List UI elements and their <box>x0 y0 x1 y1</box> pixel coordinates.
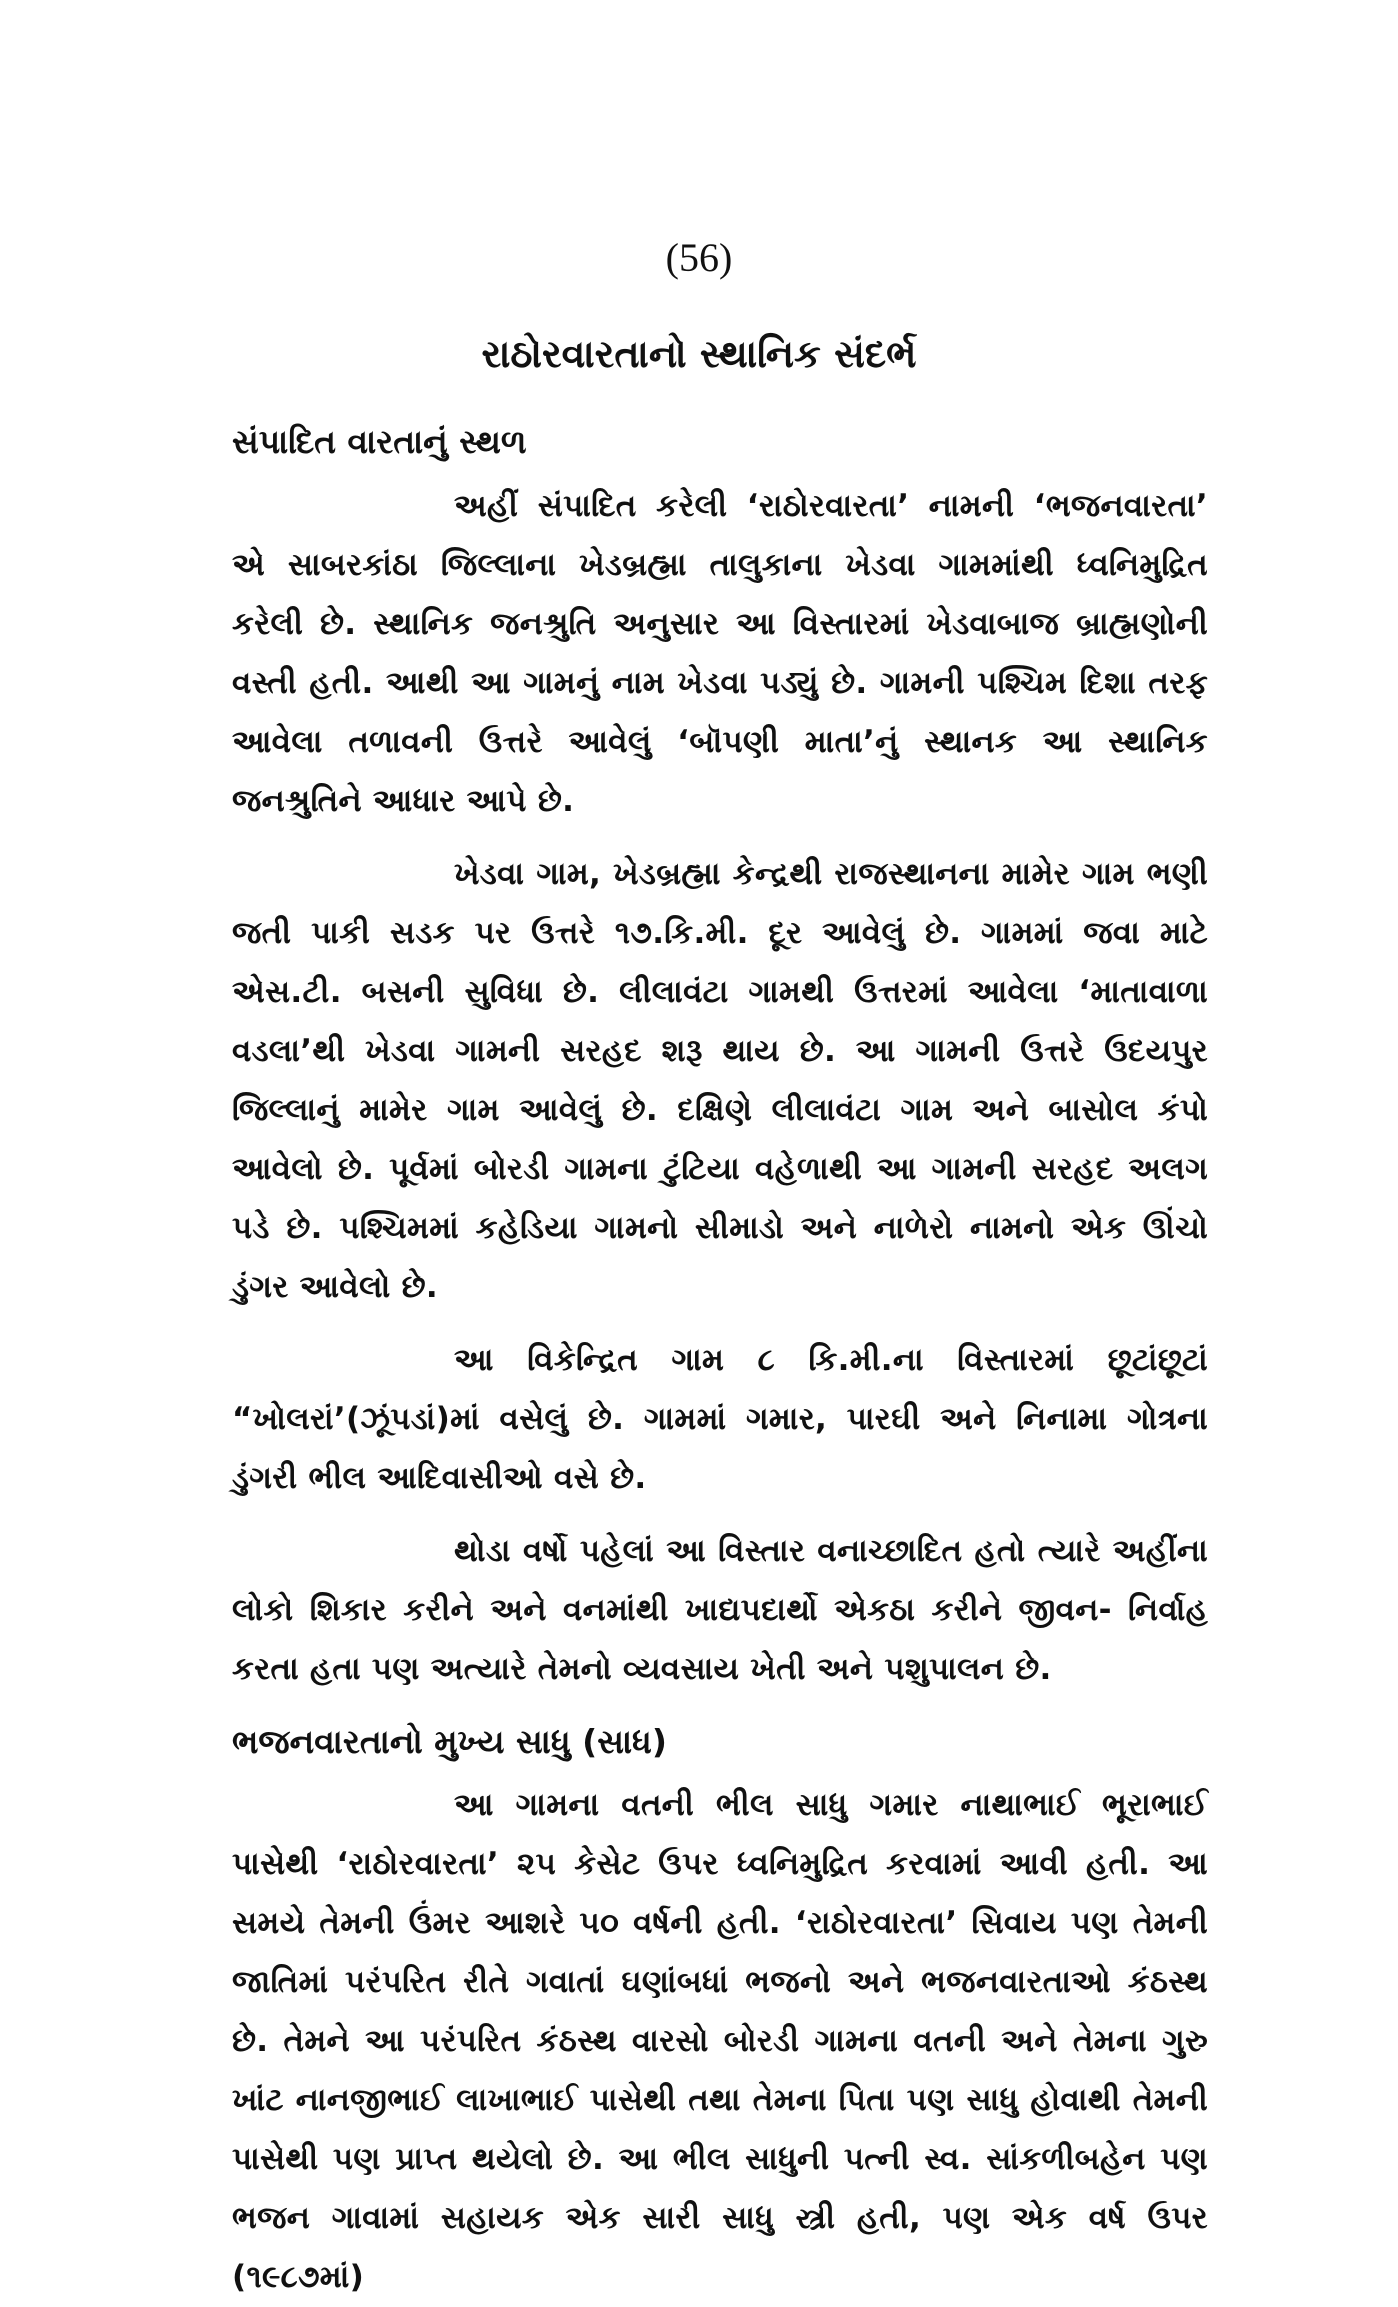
chapter-title: રાઠોરવારતાનો સ્થાનિક સંદર્ભ <box>481 332 917 376</box>
paragraph: અહીં સંપાદિત કરેલી ‘રાઠોરવારતા’ નામની ‘ભજનવારતા’ એ સાબરકાંઠા જિલ્લાના ખેડબ્રહ્મા તાલુકાના ખેડવા ગામમાંથી ધ્વનિમુદ્રિત કરેલી છે. સ્થાનિક જનશ્રુતિ અનુસાર આ વિસ્તારમાં ખેડવાબાજ બ્રાહ્મણોની વસ્તી હતી. આથી આ ગામનું નામ ખેડવા પડ્યું છે. ગામની પશ્ચિમ દિશા તરફ આવેલા તળાવની ઉત્તરે આવેલું ‘બૉપણી માતા’નું સ્થાનક આ સ્થાનિક જનશ્રુતિને આધાર આપે છે. <box>232 487 1208 819</box>
paragraph: આ ગામના વતની ભીલ સાધુ ગમાર નાથાભાઈ ભૂરાભાઈ પાસેથી ‘રાઠોરવારતા’ ૨૫ કેસેટ ઉપર ધ્વનિમુદ્રિત કરવામાં આવી હતી. આ સમયે તેમની ઉંમર આશરે ૫૦ વર્ષની હતી. ‘રાઠોરવારતા’ સિવાય પણ તેમની જાતિમાં પરંપરિત રીતે ગવાતાં ઘણાંબધાં ભજનો અને ભજનવારતાઓ કંઠસ્થ છે. તેમને આ પરંપરિત કંઠસ્થ વારસો બોરડી ગામના વતની અને તેમના ગુરુ ખાંટ નાનજીભાઈ લાખાભાઈ પાસેથી તથા તેમના પિતા પણ સાધુ હોવાથી તેમની પાસેથી પણ પ્રાપ્ત થયેલો છે. આ ભીલ સાધુની પત્ની સ્વ. સાંકળીબહેન પણ ભજન ગાવામાં સહાયક એક સારી સાધુ સ્ત્રી હતી, પણ એક વર્ષ ઉપર (૧૯૮૭માં) <box>232 1787 1208 2296</box>
paragraph: ખેડવા ગામ, ખેડબ્રહ્મા કેન્દ્રથી રાજસ્થાનના મામેર ગામ ભણી જતી પાકી સડક પર ઉત્તરે ૧૭.કિ.મી. દૂર આવેલું છે. ગામમાં જવા માટે એસ.ટી. બસની સુવિધા છે. લીલાવંટા ગામથી ઉત્તરમાં આવેલા ‘માતાવાળા વડલા’થી ખેડવા ગામની સરહદ શરૂ થાય છે. આ ગામની ઉત્તરે ઉદયપુર જિલ્લાનું મામેર ગામ આવેલું છે. દક્ષિણે લીલાવંટા ગામ અને બાસોલ કંપો આવેલો છે. પૂર્વમાં બોરડી ગામના ટુંટિયા વહેળાથી આ ગામની સરહદ અલગ પડે છે. પશ્ચિમમાં કહેડિયા ગામનો સીમાડો અને નાળેરો નામનો એક ઊંચો ડુંગર આવેલો છે. <box>232 855 1208 1305</box>
paragraph: આ વિકેન્દ્રિત ગામ ૮ કિ.મી.ના વિસ્તારમાં છૂટાંછૂટાં “ખોલરાં’(ઝૂંપડાં)માં વસેલું છે. ગામમાં ગમાર, પારઘી અને નિનામા ગોત્રના ડુંગરી ભીલ આદિવાસીઓ વસે છે. <box>232 1341 1208 1496</box>
section-heading-location: સંપાદિત વારતાનું સ્થળ <box>232 422 527 462</box>
section-heading-main-singer: ભજનવારતાનો મુખ્ય સાધુ (સાધ) <box>232 1721 667 1761</box>
page-number: (56) <box>665 235 733 280</box>
paragraph: થોડા વર્ષો પહેલાં આ વિસ્તાર વનાચ્છાદિત હતો ત્યારે અહીંના લોકો શિકાર કરીને અને વનમાંથી ખાદ્યપદાર્થો એકઠા કરીને જીવન- નિર્વાહ કરતા હતા પણ અત્યારે તેમનો વ્યવસાય ખેતી અને પશુપાલન છે. <box>232 1532 1208 1687</box>
